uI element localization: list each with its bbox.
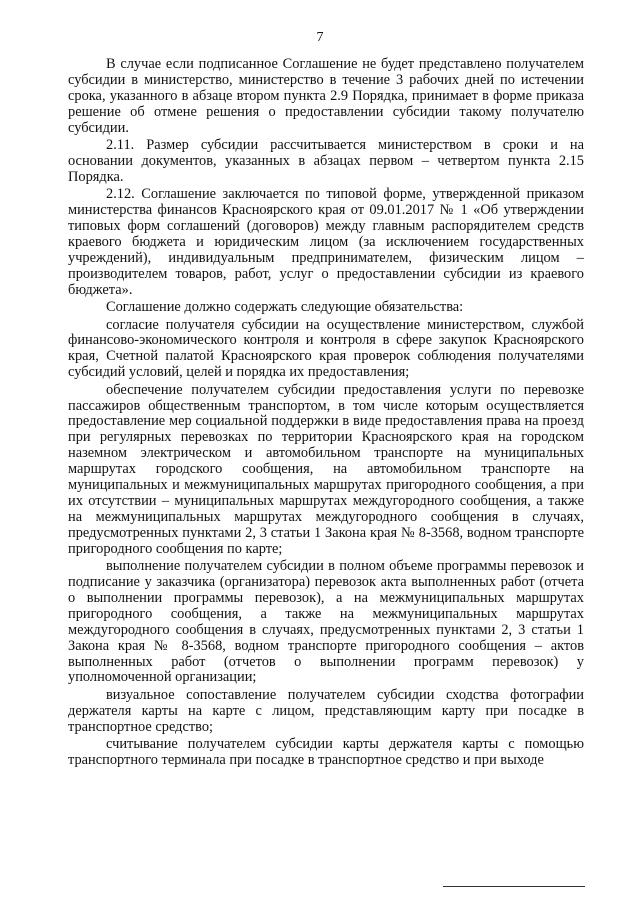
paragraph-photo-comparison: визуальное сопоставление получателем субсидии сходства фотографии держателя карты на карте с лицом, представляющим карту при посадке в транспортное средство; (68, 686, 584, 735)
paragraph-consent-to-checks: согласие получателя субсидии на осуществление министерством, службой финансово-экономического контроля и контроля в сфере закупок Красноярского края, Счетной палатой Красноярского края проверок соблюдения получателями субсидий условий, целей и порядка их предоставления; (68, 316, 584, 381)
page-number: 7 (316, 30, 324, 45)
document-body (68, 57, 584, 769)
paragraph-2-11: 2.11. Размер субсидии рассчитывается министерством в сроки и на основании документов, указанных в абзацах первом – четвертом пункта 2.15 Порядка. (68, 137, 584, 185)
paragraph-obligations-intro: Соглашение должно содержать следующие обязательства: (106, 299, 464, 316)
paragraph-signing-refusal: В случае если подписанное Соглашение не будет представлено получателем субсидии в министерство, министерство в течение 3 рабочих дней по истечении срока, указанного в абзаце втором пункта 2.9 Порядка, принимает в форме приказа решение об отмене решения о предоставлении субсидии такому получателю субсидии. (68, 56, 584, 136)
footer-rule (443, 886, 585, 887)
paragraph-2-12: 2.12. Соглашение заключается по типовой форме, утвержденной приказом министерства финансов Красноярского края от 09.01.2017 № 1 «Об утверждении типовых форм соглашений (договоров) между главным распорядителем средств краевого бюджета и юридическим лицом (за исключением государственных учреждений), индивидуальным предпринимателем, физическим лицом – производителем товаров, работ, услуг о предоставлении субсидии из краевого бюджета». (68, 186, 584, 298)
paragraph-card-reading: считывание получателем субсидии карты держателя карты с помощью транспортного терминала при посадке в транспортное средство и при выходе (68, 736, 584, 768)
paragraph-program-fulfillment: выполнение получателем субсидии в полном объеме программы перевозок и подписание у заказчика (организатора) перевозок акта выполненных работ (отчета о выполнении программы перевозок), а на межмуниципальных маршрутах пригородного сообщения, а также на межмуниципальных маршрутах междугородного сообщения в случаях, предусмотренных пунктами 2, 3 статьи 1 Закона края № 8-3568, водном транспорте пригородного сообщения – актов выполненных работ (отчетов о выполнении программ перевозок) у уполномоченной организации; (68, 558, 584, 686)
paragraph-service-provision: обеспечение получателем субсидии предоставления услуги по перевозке пассажиров общественным транспортом, в том числе которым осуществляется предоставление мер социальной поддержки в виде предоставления права на проезд при регулярных перевозках по территории Красноярского края на городском наземном электрическом и автомобильном транспорте на муниципальных маршрутах городского сообщения, на автомобильном транспорте на муниципальных и межмуниципальных маршрутах пригородного сообщения, а при их отсутствии – муниципальных маршрутах междугородного сообщения, а также на межмуниципальных маршрутах междугородного сообщения в случаях, предусмотренных пунктами 2, 3 статьи 1 Закона края № 8-3568, водном транспорте пригородного сообщения по карте; (68, 381, 584, 557)
